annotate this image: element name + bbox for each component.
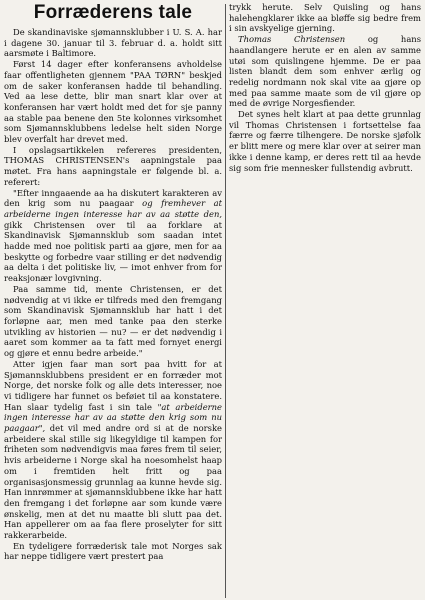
article-column-left: [4, 2, 222, 562]
emphasis-text: og fremhever at arbeiderne ingen interesse har av aa støtte den,: [4, 198, 222, 219]
article-paragraph-quote: [4, 188, 222, 284]
text-run: "Efter inngaaende aa ha diskutert karakteren av den krig som nu paagaar: [4, 187, 222, 209]
article-paragraph: En tydeligere forræderisk tale mot Norges sak har neppe tidligere vært prestert paa: [4, 540, 222, 562]
article-column-right: [229, 2, 421, 173]
article-paragraph: Paa samme tid, mente Christensen, er det nødvendig at vi ikke er tilfreds med den fremgang som Skandinavisk Sjømannsklub har hatt i det forløpne aar, men med tanke paa den sterke utvikling av historien — nu? — er det nødvendig i aaret som kommer aa ta fatt med fornyet energi og gjøre et ennu bedre arbeide.": [4, 283, 222, 359]
article-paragraph: [4, 359, 222, 541]
article-headline: Forræderens tale: [33, 2, 193, 23]
column-divider: [225, 4, 226, 598]
text-run: gikk Christensen over til aa forklare at Skandinavisk Sjømannsklub som saadan intet hadde med noe politisk parti aa gjøre, men for aa beskytte og forbedre vaar stilling er det nødvendig aa delta i det politiske liv, — imot enhver from for reaksjonær lovgivning.: [4, 219, 222, 284]
article-paragraph: [229, 34, 421, 109]
article-paragraph: I opslagsartikkelen refereres presidenten, THOMAS CHRISTENSEN's aapningstale paa møtet. Fra hans aapningstale er følgende bl. a. referert:: [4, 144, 222, 187]
emphasis-text: Thomas Christensen: [238, 34, 346, 45]
article-paragraph: De skandinaviske sjømannsklubber i U. S. A. har i dagene 30. januar til 3. februar d. a. holdt sitt aarsmøte i Baltimore.: [4, 27, 222, 59]
text-run: og hans haandlangere herute er en alen av samme utøi som quislingene hjemme. De er paa listen blandt dem som enhver ærlig og redelig nordmann nok skal vite aa gjøre op med paa samme maate som de vil gjøre op med de øvrige Norgesfiender.: [229, 34, 421, 109]
emphasis-text: "at arbeiderne ingen interesse har av aa støtte den krig som nu paagaar",: [4, 401, 223, 434]
article-paragraph: Det synes helt klart at paa dette grunnlag vil Thomas Christensen i fortsettelse faa færre og færre tilhengere. De norske sjøfolk er blitt mere og mere klar over at seirer man ikke i denne kamp, er deres rett til aa hevde sig som frie mennesker fullstendig avbrutt.: [229, 109, 421, 173]
article-paragraph: Først 14 dager efter konferansens avholdelse faar offentligheten gjennem "PAA TØRN" beskjed om de saker konferansen hadde til behandling. Ved aa lese dette, blir man snart klar over at konferansen har vært holdt med det for sje panny aa stable paa benene den 5te kolonnes virksomhet som Sjømannsklubbens ledelse helt siden Norge blev overfalt har drevet med.: [4, 59, 222, 145]
text-run: Atter igjen faar man sort paa hvitt for at Sjømannsklubbens president er en forræder mot Norge, det norske folk og alle dets interesser, noe vi tidligere har funnet os beføiet til aa konstatere. Han slaar tydelig fast i sin tale: [4, 358, 222, 412]
text-run: det vil med andre ord si at de norske arbeidere skal stille sig likegyldige til kampen for friheten som nødvendigvis maa føres frem til seier, hvis arbeiderne i Norge skal ha noesomhelst haap om i fremtiden helt fritt og paa organisasjonsmessig grunnlag aa kunne hevde sig. Han innrømmer at sjømannsklubbene ikke har hatt den fremgang i det forløpne aar som kunde være ønskelig, men at det nu maatte bli slutt paa det. Han appellerer om aa faa flere proselyter for sitt rakkerarbeide.: [4, 423, 222, 541]
article-paragraph: trykk herute. Selv Quisling og hans halehengklarer ikke aa bløffe sig bedre frem i sin avskyelige gjerning.: [229, 2, 421, 34]
